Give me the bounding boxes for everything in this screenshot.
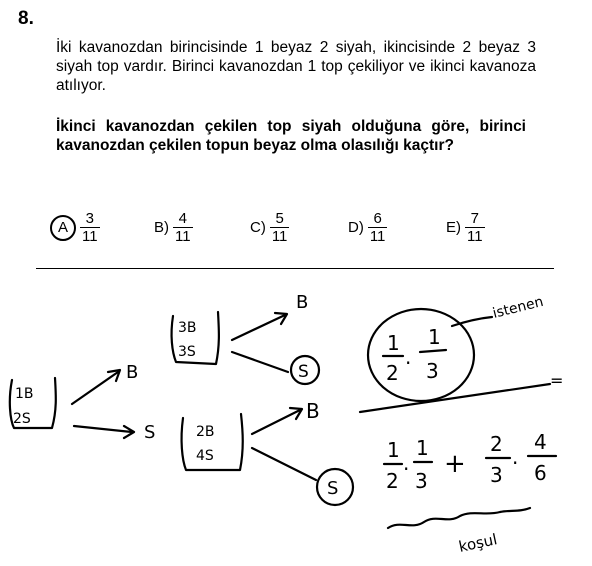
istenen-dot: · [405, 351, 412, 375]
jar-1-white-count: 1B [15, 386, 34, 402]
kosul-dot-1: · [403, 457, 410, 481]
problem-text: İki kavanozdan birincisinde 1 beyaz 2 siyah, ikincisinde 2 beyaz 3 siyah top vardır. Birinci kavanozdan 1 top çekiliyor ve ikinci kavanoza atılıyor. [56, 39, 536, 94]
option-d-denominator: 11 [369, 228, 386, 245]
question-number: 8. [18, 8, 34, 29]
kosul-dot-2: · [512, 451, 519, 475]
option-e-numerator: 7 [470, 210, 479, 227]
option-b-denominator: 11 [175, 228, 191, 245]
istenen-frac1-num: 1 [387, 331, 400, 355]
arrow-2b-to-b [252, 410, 300, 434]
kosul-underline [388, 508, 530, 528]
istenen-label: istenen [491, 293, 546, 322]
kosul-frac1-num: 1 [387, 438, 400, 462]
jar-2a-black-count: 3S [178, 344, 196, 360]
outcome-black-1: S [298, 362, 309, 382]
branch-black: S [144, 422, 156, 443]
option-b-label: B) [154, 219, 169, 236]
istenen-frac1-den: 2 [386, 361, 399, 385]
istenen-frac2-num: 1 [428, 325, 441, 349]
jar-2b-black-count: 4S [196, 448, 214, 464]
option-c-denominator: 11 [271, 228, 288, 245]
istenen-frac2-den: 3 [426, 359, 439, 383]
kosul-frac2-den: 3 [415, 469, 428, 493]
kosul-frac2-num: 1 [416, 436, 429, 460]
kosul-frac3-num: 2 [490, 432, 503, 456]
option-a-denominator: 11 [82, 228, 98, 245]
kosul-plus: + [444, 449, 466, 479]
option-e-label: E) [446, 219, 461, 236]
arrow-2b-to-s [252, 448, 316, 480]
jar-2b-white-count: 2B [196, 424, 215, 440]
option-b-numerator: 4 [178, 210, 187, 227]
kosul-label: koşul [457, 530, 499, 556]
option-c-numerator: 5 [275, 210, 284, 227]
kosul-frac4-den: 6 [534, 461, 547, 485]
question-text: İkinci kavanozdan çekilen top siyah olduğuna göre, birinci kavanozdan çekilen topun beyaz olma olasılığı kaçtır? [56, 118, 526, 154]
outcome-black-2: S [327, 478, 339, 499]
option-d-label: D) [348, 219, 364, 236]
outcome-white-1: B [296, 292, 309, 313]
option-e-denominator: 11 [467, 228, 483, 245]
outcome-white-2: B [306, 399, 320, 423]
jar-1-black-count: 2S [13, 411, 31, 427]
option-d-numerator: 6 [373, 210, 382, 227]
arrow-2a-to-b [232, 315, 285, 340]
arrow-to-b [72, 372, 118, 404]
option-a-circled-label: A [50, 215, 76, 241]
arrow-to-s [74, 426, 132, 432]
option-c-label: C) [250, 219, 266, 236]
option-a-numerator: 3 [85, 210, 94, 227]
kosul-frac4-num: 4 [534, 430, 547, 454]
branch-white: B [126, 362, 139, 383]
kosul-frac1-den: 2 [386, 469, 399, 493]
jar-2a-white-count: 3B [178, 320, 197, 336]
equals-sign: = [550, 371, 564, 390]
division-line [360, 384, 550, 412]
kosul-frac3-den: 3 [490, 463, 503, 487]
arrow-2a-to-s [232, 352, 288, 372]
